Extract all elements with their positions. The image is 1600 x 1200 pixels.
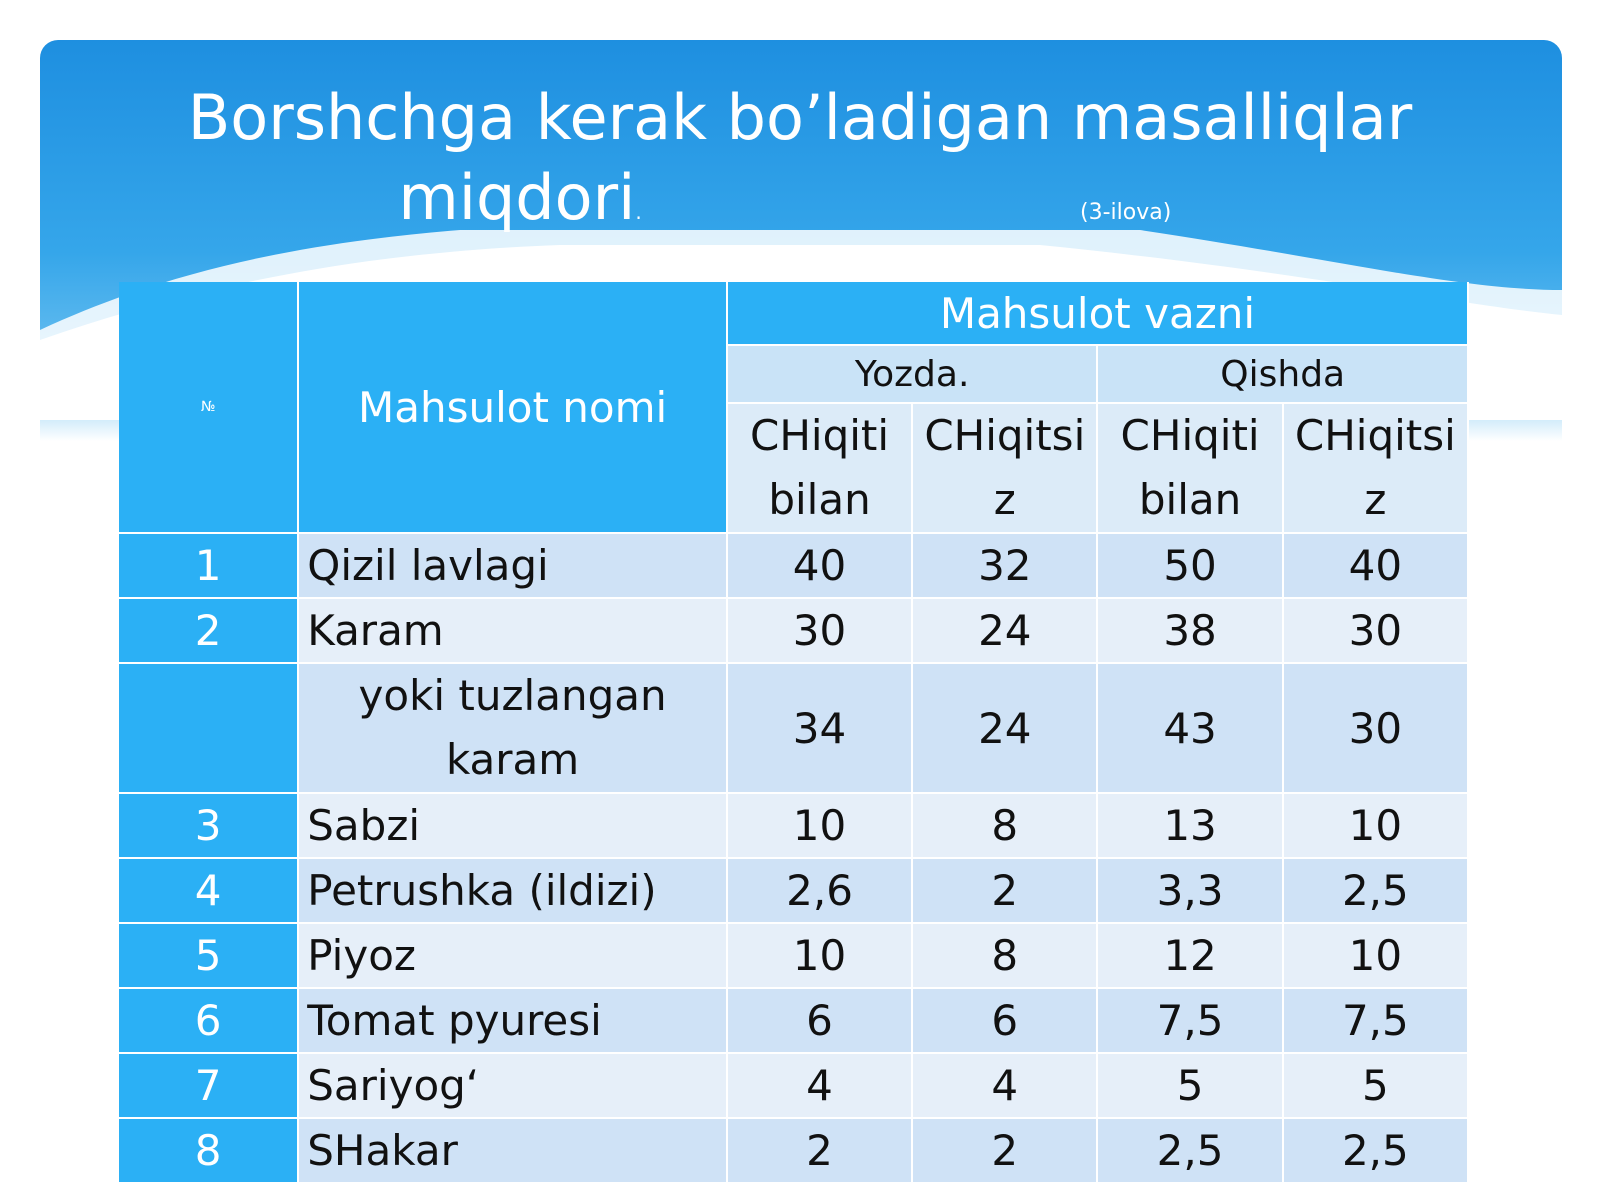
value-winter-without-waste: 30 [1284, 664, 1469, 794]
table-row [119, 1119, 1469, 1184]
value-winter-with-waste: 2,5 [1098, 1119, 1283, 1184]
value-summer-with-waste: 2 [728, 1119, 913, 1184]
value-summer-with-waste: 30 [728, 599, 913, 664]
table-row [119, 534, 1469, 599]
row-number: 5 [119, 924, 299, 989]
row-number: 7 [119, 1054, 299, 1119]
row-number: 6 [119, 989, 299, 1054]
row-product-name: Qizil lavlagi [299, 534, 728, 599]
row-number: 3 [119, 794, 299, 859]
value-summer-with-waste: 4 [728, 1054, 913, 1119]
table-row [119, 664, 1469, 794]
value-summer-without-waste: 6 [913, 989, 1098, 1054]
value-winter-with-waste: 7,5 [1098, 989, 1283, 1054]
row-number [119, 664, 299, 794]
value-summer-with-waste: 6 [728, 989, 913, 1054]
value-summer-without-waste: 4 [913, 1054, 1098, 1119]
row-product-name: yoki tuzlangan karam [299, 664, 728, 794]
value-summer-with-waste: 10 [728, 924, 913, 989]
row-number: 1 [119, 534, 299, 599]
row-product-name: Karam [299, 599, 728, 664]
value-winter-with-waste: 5 [1098, 1054, 1283, 1119]
value-summer-with-waste: 40 [728, 534, 913, 599]
value-winter-without-waste: 5 [1284, 1054, 1469, 1119]
value-summer-without-waste: 24 [913, 599, 1098, 664]
row-product-name: Sabzi [299, 794, 728, 859]
row-number: 4 [119, 859, 299, 924]
value-summer-without-waste: 8 [913, 924, 1098, 989]
value-summer-with-waste: 2,6 [728, 859, 913, 924]
title-line-1: Borshchga kerak bo’ladigan masalliqlar [187, 81, 1413, 154]
value-winter-with-waste: 50 [1098, 534, 1283, 599]
table-row [119, 924, 1469, 989]
header-summer-without-waste: CHiqitsi z [913, 404, 1098, 534]
table-row [119, 859, 1469, 924]
slide-title [140, 78, 1460, 252]
value-summer-without-waste: 24 [913, 664, 1098, 794]
value-winter-without-waste: 2,5 [1284, 1119, 1469, 1184]
table-row [119, 1054, 1469, 1119]
value-winter-with-waste: 12 [1098, 924, 1283, 989]
row-number: 8 [119, 1119, 299, 1184]
row-product-name: Sariyog‘ [299, 1054, 728, 1119]
header-winter-without-waste: CHiqitsi z [1284, 404, 1469, 534]
value-winter-with-waste: 13 [1098, 794, 1283, 859]
table-row [119, 794, 1469, 859]
value-winter-with-waste: 43 [1098, 664, 1283, 794]
value-winter-without-waste: 10 [1284, 924, 1469, 989]
row-product-name: SHakar [299, 1119, 728, 1184]
header-summer: Yozda. [728, 346, 1099, 404]
value-winter-without-waste: 2,5 [1284, 859, 1469, 924]
value-summer-without-waste: 8 [913, 794, 1098, 859]
title-line-2: miqdori. [398, 161, 642, 234]
value-summer-without-waste: 32 [913, 534, 1098, 599]
table-row [119, 989, 1469, 1054]
row-product-name: Piyoz [299, 924, 728, 989]
header-product-weight: Mahsulot vazni [728, 282, 1469, 346]
value-winter-without-waste: 30 [1284, 599, 1469, 664]
header-summer-with-waste: CHiqiti bilan [728, 404, 913, 534]
value-winter-without-waste: 10 [1284, 794, 1469, 859]
value-winter-without-waste: 7,5 [1284, 989, 1469, 1054]
header-winter-with-waste: CHiqiti bilan [1098, 404, 1283, 534]
value-summer-with-waste: 34 [728, 664, 913, 794]
table-row [119, 599, 1469, 664]
value-winter-without-waste: 40 [1284, 534, 1469, 599]
appendix-label: (3-ilova) [1080, 200, 1172, 225]
value-summer-without-waste: 2 [913, 859, 1098, 924]
value-summer-with-waste: 10 [728, 794, 913, 859]
row-product-name: Tomat pyuresi [299, 989, 728, 1054]
row-number: 2 [119, 599, 299, 664]
row-product-name: Petrushka (ildizi) [299, 859, 728, 924]
value-summer-without-waste: 2 [913, 1119, 1098, 1184]
value-winter-with-waste: 38 [1098, 599, 1283, 664]
header-number: № [119, 282, 299, 534]
header-winter: Qishda [1098, 346, 1469, 404]
ingredients-table [119, 282, 1469, 1184]
value-winter-with-waste: 3,3 [1098, 859, 1283, 924]
header-product-name: Mahsulot nomi [299, 282, 728, 534]
